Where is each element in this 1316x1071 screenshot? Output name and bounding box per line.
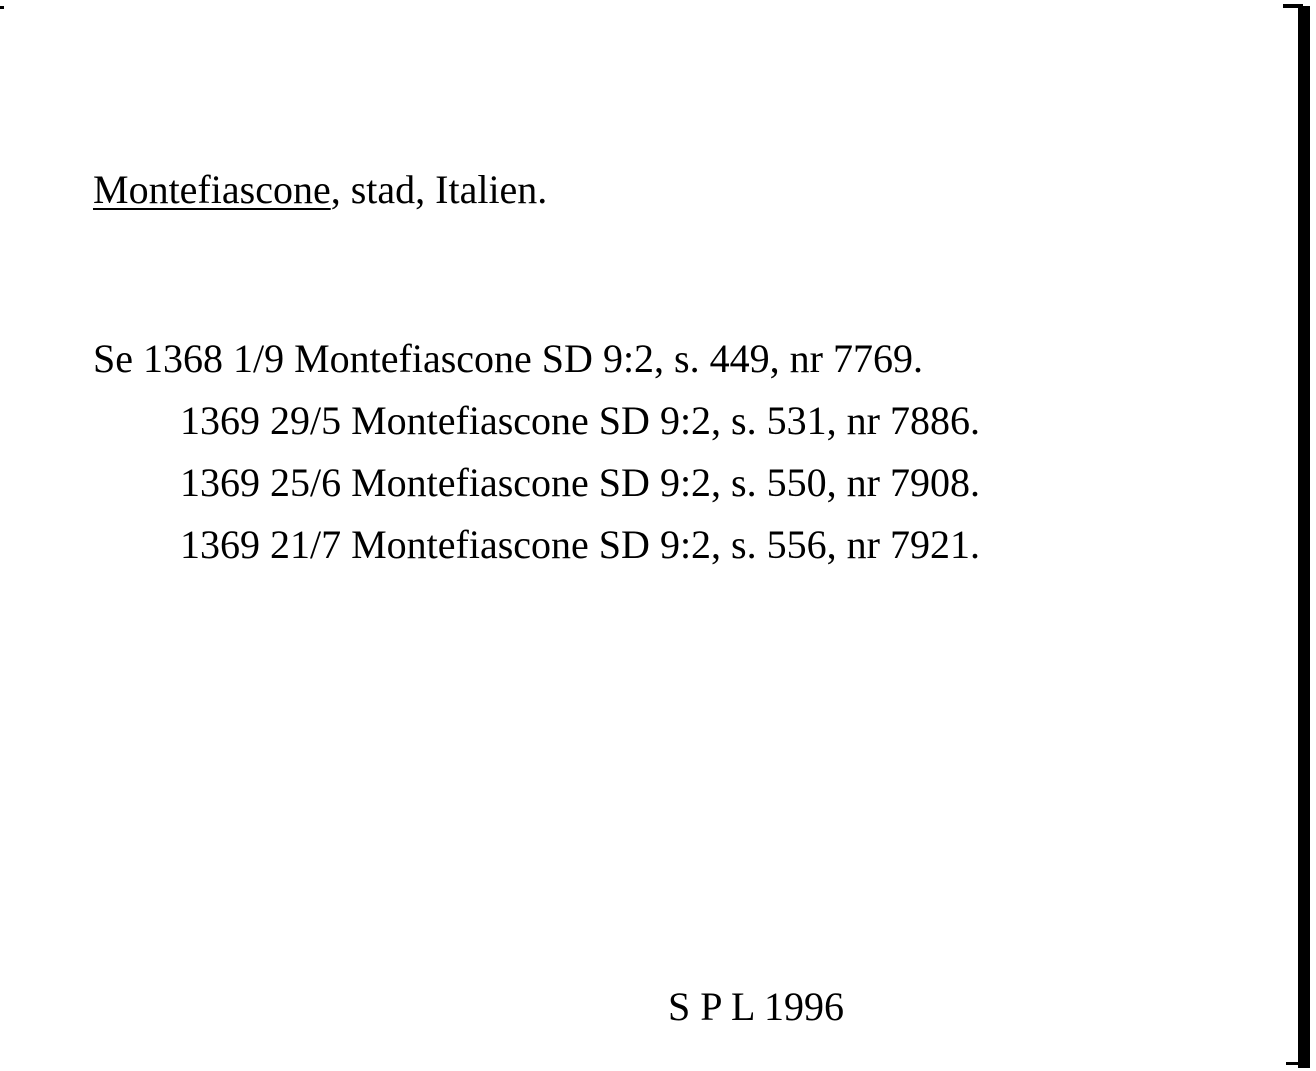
border-tick-bottom xyxy=(1286,1062,1300,1065)
reference-line: Se 1368 1/9 Montefiascone SD 9:2, s. 449, nr 7769. xyxy=(93,336,923,381)
reference-list xyxy=(93,328,980,576)
reference-line: 1369 29/5 Montefiascone SD 9:2, s. 531, nr 7886. xyxy=(180,398,980,443)
reference-line: 1369 21/7 Montefiascone SD 9:2, s. 556, nr 7921. xyxy=(180,522,980,567)
card-heading xyxy=(93,166,547,214)
heading-description: , stad, Italien. xyxy=(330,167,548,212)
signature: S P L 1996 xyxy=(668,984,844,1029)
scan-mark xyxy=(0,6,4,9)
reference-line: 1369 25/6 Montefiascone SD 9:2, s. 550, nr 7908. xyxy=(180,460,980,505)
heading-place: Montefiascone xyxy=(93,167,331,212)
right-border xyxy=(1298,6,1310,1068)
